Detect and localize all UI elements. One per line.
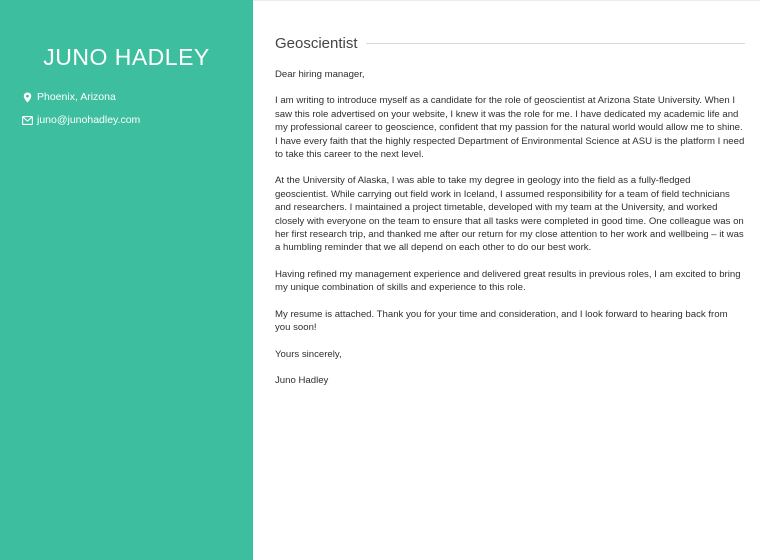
location-row [22,89,253,105]
email-link[interactable]: juno@junohadley.com [37,114,141,126]
job-title: Geoscientist [275,35,358,52]
map-pin-icon [22,91,33,103]
title-row [275,35,745,52]
letter-paragraph: My resume is attached. Thank you for your time and consideration, and I look forward to hearing back from you soon! [275,308,728,334]
greeting: Dear hiring manager, [275,69,365,80]
letter-paragraph: Having refined my management experience and delivered great results in previous roles, I am excited to bring my unique combination of skills and experience to this role. [275,268,741,294]
location-text: Phoenix, Arizona [37,91,116,103]
title-divider [366,43,745,44]
closing: Yours sincerely, [275,348,342,360]
sidebar [0,0,253,560]
letter-paragraph: I am writing to introduce myself as a candidate for the role of geoscientist at Arizona State University. When I saw this role advertised on your website, I knew it was the role for me. I have dedicated my academic life and my professional career to geoscience, confident that my passion for the natural world would allow me to shine. I have every faith that the highly respected Department of Environmental Science at ASU is the platform I need to take this career to the next level. [275,95,745,161]
letter-body [275,68,745,387]
letter-content [253,0,760,560]
letter-paragraph: At the University of Alaska, I was able to take my degree in geology into the field as a fully-fledged geoscientist. While carrying out field work in Iceland, I assumed responsibility for a team of field technicians and researchers. I maintained a project timetable, developed with my team at the University, and worked closely with everyone on the team to ensure that all tasks were completed in good time. One colleague was on her first research trip, and thanked me after our return for my close attention to her work and wellbeing – it was a humbling reminder that we all depend on each other to do our best work. [275,175,744,254]
envelope-icon [22,114,33,126]
applicant-name: JUNO HADLEY [43,44,210,70]
signature: Juno Hadley [275,374,329,386]
email-row[interactable] [22,112,253,128]
